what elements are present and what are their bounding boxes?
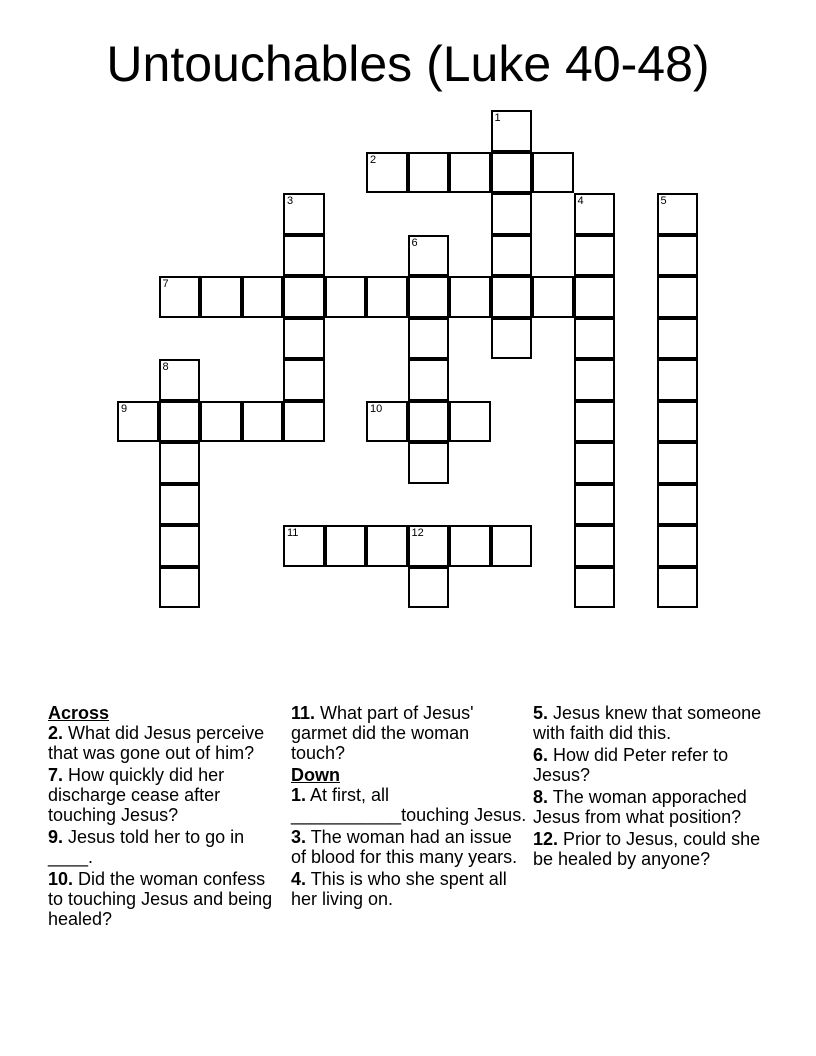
grid-cell[interactable] <box>532 276 574 318</box>
grid-cell[interactable] <box>159 567 201 609</box>
clue-number: 4 <box>577 195 584 207</box>
grid-cell[interactable] <box>574 318 616 360</box>
grid-cell[interactable] <box>159 442 201 484</box>
clue-number: 11 <box>287 527 299 539</box>
clue-item-text: Jesus knew that someone with faith did this. <box>533 703 762 743</box>
grid-cell[interactable] <box>657 193 699 235</box>
clue-column-1 <box>48 703 284 931</box>
clue-item-number: 8. <box>533 787 549 807</box>
clue-item <box>533 703 769 743</box>
clue-item-number: 6. <box>533 745 549 765</box>
grid-cell[interactable] <box>366 152 408 194</box>
clue-item-text: Jesus told her to go in ____. <box>48 827 245 867</box>
grid-cell[interactable] <box>408 152 450 194</box>
down-clue-list <box>291 785 527 909</box>
clue-number: 10 <box>370 402 383 415</box>
grid-cell[interactable] <box>408 442 450 484</box>
clue-number: 6 <box>411 236 418 249</box>
grid-cell[interactable] <box>366 525 408 567</box>
clue-item <box>291 827 527 867</box>
grid-cell[interactable] <box>491 525 533 567</box>
grid-cell[interactable] <box>657 318 699 360</box>
grid-cell[interactable] <box>408 235 450 277</box>
clue-item-text: Prior to Jesus, could she be healed by anyone? <box>533 829 761 869</box>
clue-number: 1 <box>494 112 501 124</box>
clue-item-text: What part of Jesus' garmet did the woman touch? <box>291 703 474 763</box>
grid-cell[interactable] <box>449 525 491 567</box>
grid-cell[interactable] <box>491 193 533 235</box>
clue-number: 7 <box>162 278 169 290</box>
clue-item-number: 2. <box>48 723 64 743</box>
grid-cell[interactable] <box>491 110 533 152</box>
clue-item-text: What did Jesus perceive that was gone out of him? <box>48 723 265 763</box>
grid-cell[interactable] <box>366 276 408 318</box>
grid-cell[interactable] <box>408 318 450 360</box>
grid-cell[interactable] <box>657 567 699 609</box>
grid-cell[interactable] <box>574 567 616 609</box>
grid-cell[interactable] <box>574 442 616 484</box>
clue-item <box>533 829 769 869</box>
grid-cell[interactable] <box>657 401 699 443</box>
clue-item-text: The woman had an issue of blood for this many years. <box>291 827 518 867</box>
clue-item-number: 4. <box>291 869 307 889</box>
clue-item <box>291 785 527 825</box>
grid-cell[interactable] <box>117 401 159 443</box>
grid-cell[interactable] <box>532 152 574 194</box>
clue-item-number: 12. <box>533 829 559 849</box>
grid-cell[interactable] <box>325 276 367 318</box>
grid-cell[interactable] <box>408 525 450 567</box>
clue-item-text: At first, all ___________touching Jesus. <box>291 785 527 825</box>
grid-cell[interactable] <box>283 235 325 277</box>
down-heading: Down <box>291 765 340 785</box>
grid-cell[interactable] <box>574 525 616 567</box>
grid-cell[interactable] <box>159 359 201 401</box>
clue-item-number: 1. <box>291 785 307 805</box>
grid-cell[interactable] <box>159 276 201 318</box>
grid-cell[interactable] <box>159 525 201 567</box>
grid-cell[interactable] <box>574 359 616 401</box>
grid-cell[interactable] <box>657 235 699 277</box>
across-clue-list <box>48 723 284 929</box>
clue-item-number: 5. <box>533 703 549 723</box>
clue-item-number: 9. <box>48 827 64 847</box>
grid-cell[interactable] <box>366 401 408 443</box>
clue-item-text: How did Peter refer to Jesus? <box>533 745 729 785</box>
across-heading: Across <box>48 703 110 723</box>
puzzle-title: Untouchables (Luke 40-48) <box>106 36 710 92</box>
grid-cell[interactable] <box>657 276 699 318</box>
grid-cell[interactable] <box>242 401 284 443</box>
grid-cell[interactable] <box>325 525 367 567</box>
grid-cell[interactable] <box>491 318 533 360</box>
grid-cell[interactable] <box>242 276 284 318</box>
down-clue-list-continued <box>533 703 769 869</box>
clue-number: 2 <box>370 153 377 166</box>
grid-cell[interactable] <box>283 276 325 318</box>
grid-cell[interactable] <box>283 525 325 567</box>
clue-item <box>48 723 284 763</box>
grid-cell[interactable] <box>159 484 201 526</box>
grid-cell[interactable] <box>574 193 616 235</box>
clue-item <box>48 765 284 825</box>
grid-cell[interactable] <box>449 401 491 443</box>
grid-cell[interactable] <box>200 401 242 443</box>
clue-number: 9 <box>121 402 128 415</box>
clue-item-number: 11. <box>291 703 316 723</box>
clue-column-2 <box>291 703 527 911</box>
across-clue-list-continued <box>291 703 527 763</box>
clue-item <box>533 787 769 827</box>
grid-cell[interactable] <box>408 567 450 609</box>
grid-cell[interactable] <box>283 193 325 235</box>
grid-cell[interactable] <box>449 276 491 318</box>
grid-cell[interactable] <box>491 276 533 318</box>
grid-cell[interactable] <box>657 442 699 484</box>
clue-item <box>291 869 527 909</box>
clue-item-text: Did the woman confess to touching Jesus and being healed? <box>48 869 273 929</box>
grid-cell[interactable] <box>449 152 491 194</box>
clue-item-number: 3. <box>291 827 307 847</box>
grid-cell[interactable] <box>408 276 450 318</box>
grid-cell[interactable] <box>574 484 616 526</box>
grid-cell[interactable] <box>283 359 325 401</box>
grid-cell[interactable] <box>574 401 616 443</box>
grid-cell[interactable] <box>283 318 325 360</box>
grid-cell[interactable] <box>283 401 325 443</box>
clue-column-3 <box>533 703 769 871</box>
grid-cell[interactable] <box>491 235 533 277</box>
clue-item-text: How quickly did her discharge cease after touching Jesus? <box>48 765 225 825</box>
grid-cell[interactable] <box>408 401 450 443</box>
grid-cell[interactable] <box>657 359 699 401</box>
clue-item <box>48 869 284 929</box>
grid-cell[interactable] <box>491 152 533 194</box>
grid-cell[interactable] <box>574 235 616 277</box>
grid-cell[interactable] <box>657 484 699 526</box>
clue-item <box>291 703 527 763</box>
grid-cell[interactable] <box>408 359 450 401</box>
grid-cell[interactable] <box>574 276 616 318</box>
clue-number: 12 <box>411 527 424 539</box>
clue-number: 5 <box>660 195 667 207</box>
clue-item <box>533 745 769 785</box>
clue-item-number: 7. <box>48 765 64 785</box>
clue-item-number: 10. <box>48 869 74 889</box>
clue-number: 3 <box>287 195 294 207</box>
grid-cell[interactable] <box>657 525 699 567</box>
clue-number: 8 <box>162 361 169 373</box>
clue-item-text: This is who she spent all her living on. <box>291 869 507 909</box>
grid-cell[interactable] <box>159 401 201 443</box>
grid-cell[interactable] <box>200 276 242 318</box>
clue-item <box>48 827 284 867</box>
clue-item-text: The woman apporached Jesus from what position? <box>533 787 747 827</box>
